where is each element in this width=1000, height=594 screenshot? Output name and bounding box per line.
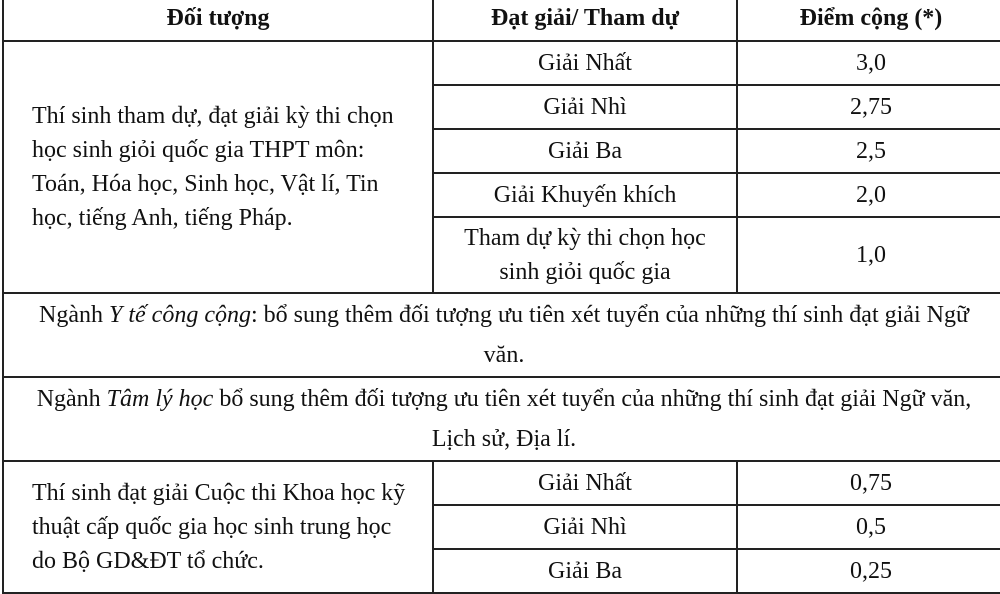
award-cell: Giải Ba	[433, 549, 737, 593]
award-cell: Giải Khuyến khích	[433, 173, 737, 217]
note-row-public-health	[3, 293, 1000, 377]
points-cell: 1,0	[737, 217, 1000, 293]
note-prefix: Ngành	[39, 302, 109, 328]
award-cell: Giải Nhất	[433, 41, 737, 85]
major-name: Tâm lý học	[106, 386, 214, 412]
major-name: Y tế công cộng	[109, 302, 251, 328]
award-cell: Giải Nhất	[433, 461, 737, 505]
header-subject: Đối tượng	[3, 0, 433, 41]
priority-points-table	[2, 0, 1000, 594]
award-cell: Giải Ba	[433, 129, 737, 173]
points-cell: 0,75	[737, 461, 1000, 505]
note-public-health	[3, 293, 1000, 377]
table-row	[3, 41, 1000, 85]
note-prefix: Ngành	[36, 386, 107, 412]
group1-subject: Thí sinh tham dự, đạt giải kỳ thi chọn học sinh giỏi quốc gia THPT môn: Toán, Hóa học, Sinh học, Vật lí, Tin học, tiếng Anh, tiếng Pháp.	[3, 41, 433, 293]
header-award: Đạt giải/ Tham dự	[433, 0, 737, 41]
points-cell: 2,75	[737, 85, 1000, 129]
table-row	[3, 461, 1000, 505]
points-cell: 0,25	[737, 549, 1000, 593]
award-cell: Giải Nhì	[433, 85, 737, 129]
points-cell: 2,5	[737, 129, 1000, 173]
award-cell: Giải Nhì	[433, 505, 737, 549]
header-points: Điểm cộng (*)	[737, 0, 1000, 41]
note-psychology	[3, 377, 1000, 461]
note-text: bổ sung thêm đối tượng ưu tiên xét tuyển của những thí sinh đạt giải Ngữ văn, Lịch sử, Địa lí.	[213, 386, 972, 452]
note-row-psychology	[3, 377, 1000, 461]
group2-subject: Thí sinh đạt giải Cuộc thi Khoa học kỹ thuật cấp quốc gia học sinh trung học do Bộ GD&ĐT tổ chức.	[3, 461, 433, 593]
header-row	[3, 0, 1000, 41]
points-cell: 3,0	[737, 41, 1000, 85]
points-cell: 2,0	[737, 173, 1000, 217]
note-text: : bổ sung thêm đối tượng ưu tiên xét tuyển của những thí sinh đạt giải Ngữ văn.	[250, 302, 969, 368]
points-cell: 0,5	[737, 505, 1000, 549]
award-cell: Tham dự kỳ thi chọn học sinh giỏi quốc gia	[433, 217, 737, 293]
